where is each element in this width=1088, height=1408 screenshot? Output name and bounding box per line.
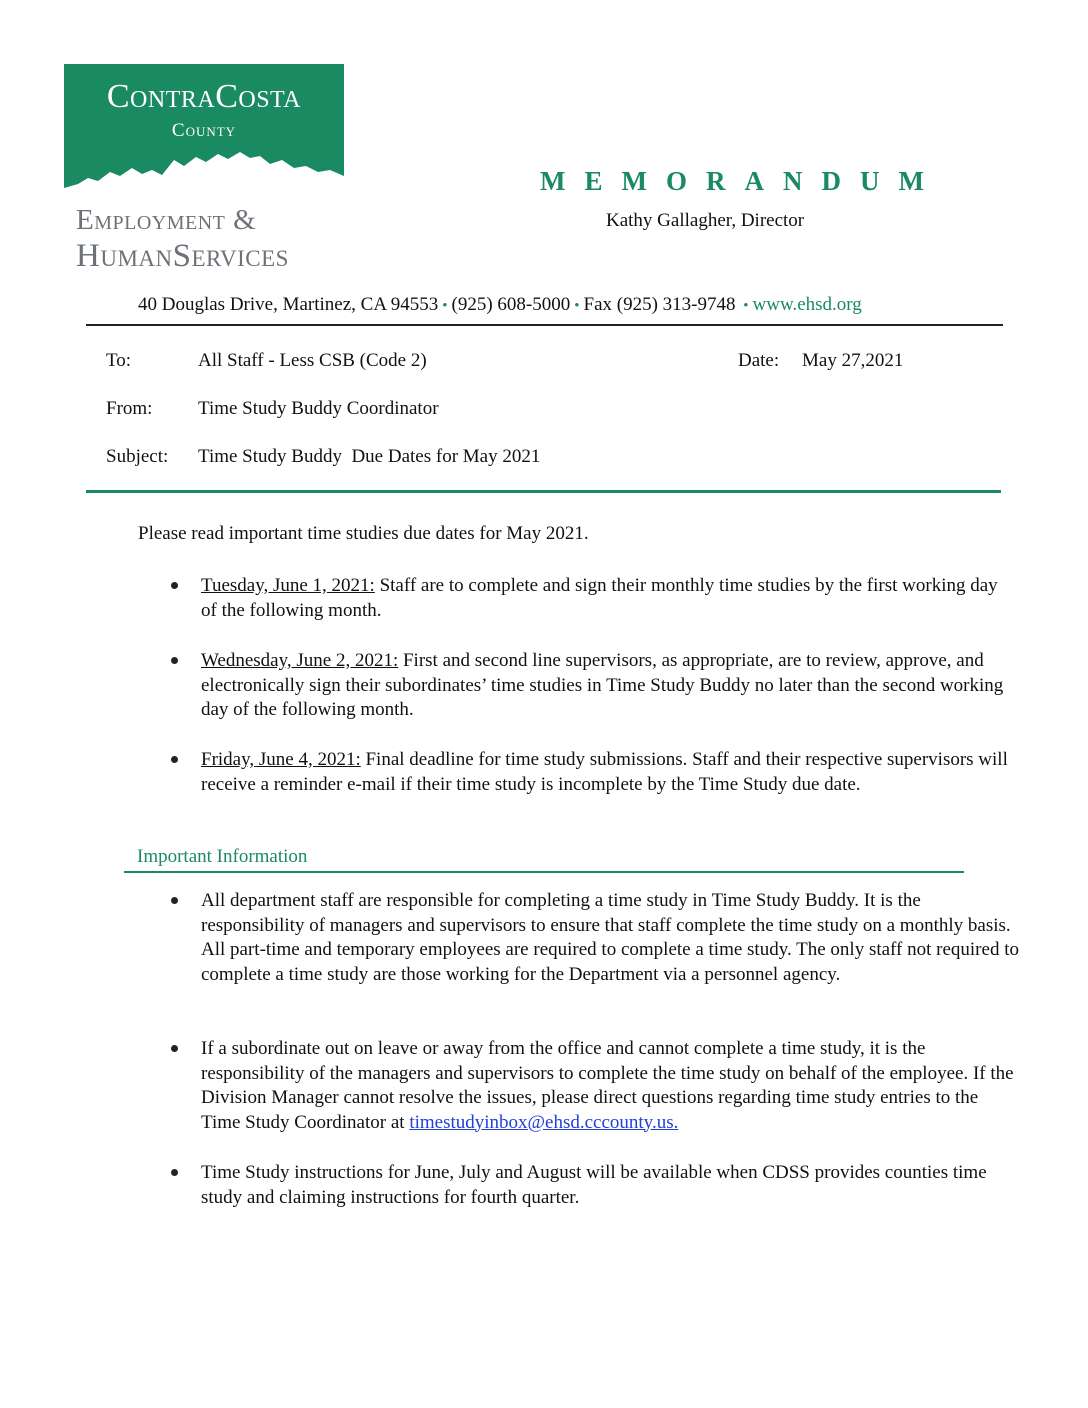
director-name: Kathy Gallagher, Director [606,210,805,231]
divider [86,490,1001,493]
to-value: All Staff - Less CSB (Code 2) [198,350,427,371]
list-item: Time Study instructions for June, July and August will be available when CDSS provides counties time study and claiming instructions for fourth quarter. [201,1162,987,1208]
divider [124,871,964,873]
due-date-text: Staff are to complete and sign their monthly time studies by the first working day of the following month. [201,575,998,621]
separator-icon: • [739,298,749,314]
mountain-icon [64,148,344,206]
logo-department-line1: Employment & [76,204,257,236]
logo-subtitle: County [171,120,237,141]
separator-icon: • [442,298,448,314]
contact-line [138,294,862,316]
date-value: May 27,2021 [802,350,904,371]
bullet-icon [171,1169,178,1176]
list-item [201,1037,1016,1135]
due-date: Friday, June 4, 2021: [201,749,361,770]
email-link[interactable]: timestudyinbox@ehsd.cccounty.us. [409,1111,679,1133]
subject-label: Subject: [106,446,169,467]
due-date: Tuesday, June 1, 2021: [201,575,375,596]
phone: (925) 608-5000 [451,294,571,315]
intro-text: Please read important time studies due dates for May 2021. [138,523,589,544]
due-date-text: First and second line supervisors, as appropriate, are to review, approve, and electronically sign their subordinates’ time studies in Time Study Buddy no later than the second working day of the following month. [201,650,1004,720]
subject-value: Time Study Buddy Due Dates for May 2021 [198,446,541,467]
logo [64,64,344,206]
list-item [201,574,1001,623]
from-value: Time Study Buddy Coordinator [198,398,439,419]
logo-title: ContraCosta [106,78,302,115]
list-item [201,748,1011,797]
separator-icon: • [574,298,580,314]
list-item: All department staff are responsible for completing a time study in Time Study Buddy. It is the responsibility of managers and supervisors to ensure that staff complete the time study on a monthly basis. All part-time and temporary employees are required to complete a time study. The only staff not required to complete a time study are those working for the Department via a personnel agency. [201,890,1019,985]
website-link[interactable]: www.ehsd.org [752,294,862,315]
bullet-icon [171,582,178,589]
bullet-icon [171,657,178,664]
divider [86,324,1003,326]
date-label: Date: [738,350,780,371]
bullet-icon [171,1045,178,1052]
fax: Fax (925) 313-9748 [583,294,736,315]
address: 40 Douglas Drive, Martinez, CA 94553 [138,294,439,315]
bullet-icon [171,897,178,904]
logo-department-line2: HumanServices [76,238,289,274]
from-label: From: [106,398,153,419]
to-label: To: [106,350,132,371]
memo-title: MEMORANDUM [540,166,943,196]
bullet-icon [171,756,178,763]
due-date: Wednesday, June 2, 2021: [201,650,399,671]
due-date-text: Final deadline for time study submissions. Staff and their respective supervisors will receive a reminder e-mail if their time study is incomplete by the Time Study due date. [201,749,1008,795]
info-text: If a subordinate out on leave or away from the office and cannot complete a time study, it is the responsibility of the managers and supervisors to complete the time study on behalf of the employee. If the Division Manager cannot resolve the issues, please direct questions regarding time study entries to the Time Study Coordinator at [201,1038,1014,1133]
list-item [201,649,1011,723]
section-heading: Important Information [137,846,308,867]
